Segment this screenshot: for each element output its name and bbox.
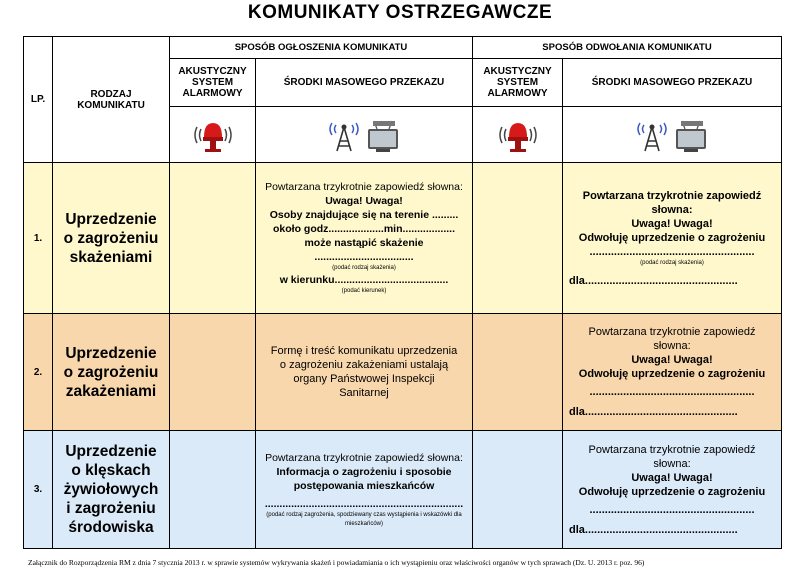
acoustic-cancel-cell bbox=[473, 431, 563, 549]
table-row bbox=[24, 163, 782, 314]
row-number: 2. bbox=[24, 314, 53, 431]
row-number: 3. bbox=[24, 431, 53, 549]
message-kind: Uprzedzenie o klęskach żywiołowych i zagrożeniu środowiska bbox=[53, 431, 170, 549]
header-cancel: SPOSÓB ODWOŁANIA KOMUNIKATU bbox=[473, 37, 782, 59]
media-cell-cancel bbox=[563, 107, 782, 163]
header-announce: SPOSÓB OGŁOSZENIA KOMUNIKATU bbox=[170, 37, 473, 59]
header-lp: LP. bbox=[24, 37, 53, 163]
antenna-icon bbox=[638, 123, 666, 151]
tv-icon bbox=[368, 121, 398, 152]
table-row bbox=[24, 314, 782, 431]
media-icons bbox=[324, 115, 404, 155]
table-row bbox=[24, 431, 782, 549]
header-media-announce: ŚRODKI MASOWEGO PRZEKAZU bbox=[256, 59, 473, 107]
footnote: Załącznik do Rozporządzenia RM z dnia 7 stycznia 2013 r. w sprawie systemów wykrywania skażeń i powiadamiania o ich wystąpieniu oraz właściwości organów w tych sprawach (Dz. U. 2013 r. poz. 96) bbox=[28, 558, 645, 567]
warnings-table bbox=[23, 36, 782, 549]
acoustic-announce-cell bbox=[170, 431, 256, 549]
announce-content: Powtarzana trzykrotnie zapowiedź słowna: Informacja o zagrożeniu i sposobie postępowania mieszkańców .................................................................... (podać rodzaj zagrożenia, spodziewany czas wystąpienia i wskazówki dla mieszkańców) bbox=[256, 431, 473, 549]
message-kind: Uprzedzenie o zagrożeniu skażeniami bbox=[53, 163, 170, 314]
siren-icon bbox=[496, 115, 540, 155]
acoustic-announce-cell bbox=[170, 314, 256, 431]
acoustic-announce-cell bbox=[170, 163, 256, 314]
page-title: KOMUNIKATY OSTRZEGAWCZE bbox=[247, 2, 553, 23]
acoustic-cancel-cell bbox=[473, 163, 563, 314]
media-cell-announce bbox=[256, 107, 473, 163]
siren-cell-announce bbox=[170, 107, 256, 163]
tv-icon bbox=[676, 121, 706, 152]
announce-content: Formę i treść komunikatu uprzedzenia o zagrożeniu zakażeniami ustalają organy Państwowej Inspekcji Sanitarnej bbox=[256, 314, 473, 431]
siren-cell-cancel bbox=[473, 107, 563, 163]
header-media-cancel: ŚRODKI MASOWEGO PRZEKAZU bbox=[563, 59, 782, 107]
siren-icon bbox=[191, 115, 235, 155]
row-number: 1. bbox=[24, 163, 53, 314]
announce-content: Powtarzana trzykrotnie zapowiedź słowna: Uwaga! Uwaga! Osoby znajdujące się na terenie ......... około godz...................min.................. może nastąpić skażenie .................................. (podać rodzaj skażenia) w kierunku....................................... (podać kierunek) bbox=[256, 163, 473, 314]
media-icons bbox=[632, 115, 712, 155]
header-kind: RODZAJ KOMUNIKATU bbox=[53, 37, 170, 163]
acoustic-cancel-cell bbox=[473, 314, 563, 431]
cancel-content: Powtarzana trzykrotnie zapowiedź słowna: Uwaga! Uwaga! Odwołuję uprzedzenie o zagrożeniu ...................................................... dla.................................................. bbox=[563, 431, 782, 549]
cancel-content: Powtarzana trzykrotnie zapowiedź słowna: Uwaga! Uwaga! Odwołuję uprzedzenie o zagrożeniu ...................................................... (podać rodzaj skażenia) dla.................................................. bbox=[563, 163, 782, 314]
header-acoustic-cancel: AKUSTYCZNY SYSTEM ALARMOWY bbox=[473, 59, 563, 107]
message-kind: Uprzedzenie o zagrożeniu zakażeniami bbox=[53, 314, 170, 431]
cancel-content: Powtarzana trzykrotnie zapowiedź słowna: Uwaga! Uwaga! Odwołuję uprzedzenie o zagrożeniu ...................................................... dla.................................................. bbox=[563, 314, 782, 431]
header-acoustic-announce: AKUSTYCZNY SYSTEM ALARMOWY bbox=[170, 59, 256, 107]
antenna-icon bbox=[330, 123, 358, 151]
